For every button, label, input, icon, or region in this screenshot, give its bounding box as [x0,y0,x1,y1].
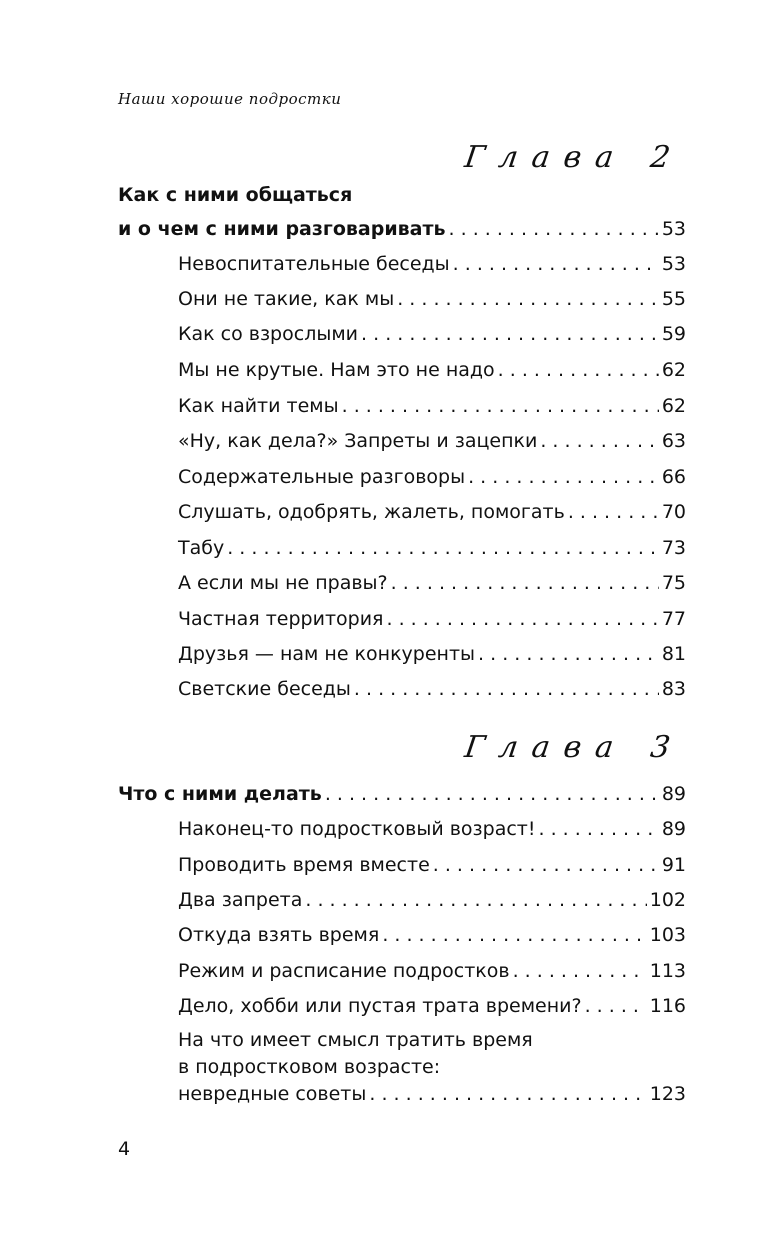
toc-entry-title: Откуда взять время [178,924,380,946]
toc-entry [178,959,686,983]
dot-leader [585,994,647,1018]
toc-entry-page: 102 [649,889,686,911]
chapter-2-heading: Глава 2 [462,140,687,175]
toc-entry [178,394,686,418]
toc-entry-page: 62 [661,395,686,417]
toc-entry-title: Табу [178,537,225,559]
toc-entry [178,1082,686,1106]
toc-entry-title: Они не такие, как мы [178,288,395,310]
toc-entry-title: Мы не крутые. Нам это не надо [178,359,495,381]
dot-leader [386,607,658,631]
toc-entry-page: 81 [661,643,686,665]
toc-entry-page: 59 [661,323,686,345]
dot-leader [342,394,659,418]
toc-entry-title: А если мы не правы? [178,572,388,594]
toc-entry-title-line-3: невредные советы [178,1083,367,1105]
dot-leader [453,252,659,276]
dot-leader [305,888,646,912]
toc-entry-page: 91 [661,854,686,876]
toc-entry-page: 77 [661,608,686,630]
toc-entry-title-line-1: На что имеет смысл тратить время [178,1029,533,1051]
toc-entry-page: 73 [661,537,686,559]
chapter-2-title-page: 53 [661,218,686,240]
toc-entry [178,322,686,346]
toc-entry [178,923,686,947]
toc-entry-page: 66 [661,466,686,488]
toc-entry [178,677,686,701]
toc-entry [178,465,686,489]
toc-entry-page: 53 [661,253,686,275]
dot-leader [361,322,659,346]
toc-entry-title: Наконец-то подростковый возраст! [178,818,536,840]
toc-entry [178,994,686,1018]
dot-leader [227,536,659,560]
dot-leader [325,782,659,806]
dot-leader [468,465,659,489]
toc-entry-page: 103 [649,924,686,946]
toc-entry-page: 75 [661,572,686,594]
toc-entry-title: Как со взрослыми [178,323,359,345]
running-head: Наши хорошие подростки [118,90,342,108]
toc-entry-title-line-2: в подростковом возрасте: [178,1056,441,1078]
toc-entry-page: 62 [661,359,686,381]
chapter-2-title-line-2: и о чем с ними разговаривать [118,218,446,240]
toc-entry [178,287,686,311]
toc-entry-title: Частная территория [178,608,384,630]
dot-leader [498,358,659,382]
dot-leader [354,677,659,701]
dot-leader [382,923,646,947]
dot-leader [568,500,659,524]
chapter-2-title-line-1: Как с ними общаться [118,184,353,206]
dot-leader [449,217,659,241]
toc-entry [178,817,686,841]
toc-entry [178,429,686,453]
toc-entry-title: Режим и расписание подростков [178,960,510,982]
dot-leader [369,1082,646,1106]
toc-entry-title: Проводить время вместе [178,854,430,876]
chapter-2-title-entry [118,217,686,241]
dot-leader [539,817,659,841]
toc-entry [178,536,686,560]
dot-leader [397,287,659,311]
toc-entry [178,642,686,666]
chapter-3-title: Что с ними делать [118,783,322,805]
toc-entry [178,252,686,276]
toc-entry-title: Слушать, одобрять, жалеть, помогать [178,501,565,523]
toc-entry-page: 113 [649,960,686,982]
toc-entry-title: Два запрета [178,889,303,911]
toc-entry-title: Друзья — нам не конкуренты [178,643,476,665]
toc-entry-page: 116 [649,995,686,1017]
toc-entry [178,571,686,595]
toc-entry-page: 123 [649,1083,686,1105]
dot-leader [540,429,658,453]
toc-entry [178,500,686,524]
toc-entry [178,607,686,631]
toc-entry-title: Невоспитательные беседы [178,253,450,275]
page-number: 4 [118,1138,131,1160]
toc-entry-title: Светские беседы [178,678,351,700]
toc-entry-title: Дело, хобби или пустая трата времени? [178,995,582,1017]
toc-entry [178,853,686,877]
chapter-3-heading: Глава 3 [462,730,687,765]
dot-leader [391,571,659,595]
chapter-3-title-page: 89 [661,783,686,805]
toc-entry-page: 55 [661,288,686,310]
dot-leader [513,959,647,983]
toc-entry-title: Как найти темы [178,395,339,417]
toc-entry-page: 83 [661,678,686,700]
toc-entry [178,358,686,382]
dot-leader [433,853,659,877]
dot-leader [478,642,659,666]
chapter-3-title-entry [118,782,686,806]
toc-entry-title: «Ну, как дела?» Запреты и зацепки [178,430,538,452]
toc-entry [178,888,686,912]
toc-entry-page: 70 [661,501,686,523]
toc-entry-page: 89 [661,818,686,840]
toc-entry-title: Содержательные разговоры [178,466,466,488]
toc-entry-page: 63 [661,430,686,452]
